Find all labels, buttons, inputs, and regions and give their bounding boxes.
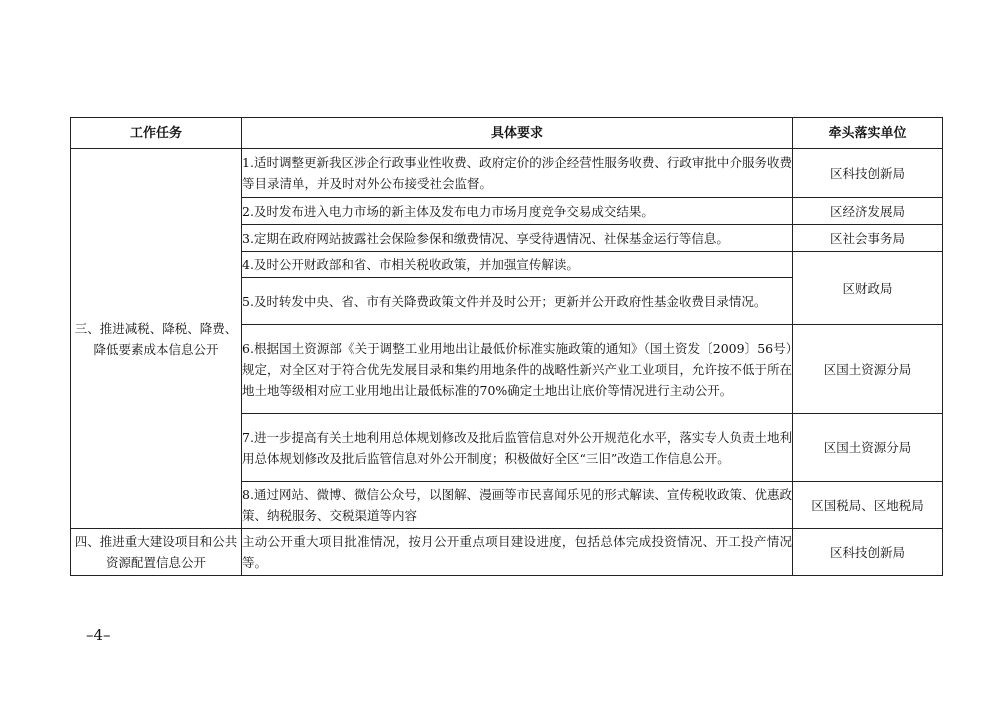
page-number: –4– [86, 626, 111, 644]
unit-cell: 区财政局 [793, 252, 943, 325]
header-unit: 牵头落实单位 [793, 118, 943, 149]
requirement-cell: 1.适时调整更新我区涉企行政事业性收费、政府定价的涉企经营性服务收费、行政审批中介服务收费等目录清单，并及时对外公布接受社会监督。 [242, 149, 793, 198]
requirement-cell: 2.及时发布进入电力市场的新主体及发布电力市场月度竞争交易成交结果。 [242, 198, 793, 225]
header-requirement: 具体要求 [242, 118, 793, 149]
unit-cell: 区国土资源分局 [793, 325, 943, 414]
unit-cell: 区科技创新局 [793, 149, 943, 198]
header-task: 工作任务 [71, 118, 242, 149]
requirement-cell: 7.进一步提高有关土地利用总体规划修改及批后监管信息对外公开规范化水平，落实专人负责土地利用总体规划修改及批后监管信息对外公开制度；积极做好全区“三旧”改造工作信息公开。 [242, 414, 793, 482]
task-cell-section3: 三、推进减税、降税、降费、降低要素成本信息公开 [71, 149, 242, 529]
unit-cell: 区国土资源分局 [793, 414, 943, 482]
header-row [71, 118, 943, 149]
unit-cell: 区社会事务局 [793, 225, 943, 252]
unit-cell: 区科技创新局 [793, 529, 943, 576]
requirement-cell: 8.通过网站、微博、微信公众号，以图解、漫画等市民喜闻乐见的形式解读、宣传税收政策、优惠政策、纳税服务、交税渠道等内容 [242, 482, 793, 529]
requirement-cell: 4.及时公开财政部和省、市相关税收政策，并加强宣传解读。 [242, 252, 793, 278]
requirements-table [70, 117, 943, 576]
unit-cell: 区国税局、区地税局 [793, 482, 943, 529]
table-row [71, 529, 943, 576]
requirement-cell: 3.定期在政府网站披露社会保险参保和缴费情况、享受待遇情况、社保基金运行等信息。 [242, 225, 793, 252]
table-row [71, 149, 943, 198]
requirement-cell: 6.根据国土资源部《关于调整工业用地出让最低价标准实施政策的通知》（国土资发〔2009〕56号）规定，对全区对于符合优先发展目录和集约用地条件的战略性新兴产业工业项目，允许按不低于所在地土地等级相对应工业用地出让最低标准的70%确定土地出让底价等情况进行主动公开。 [242, 325, 793, 414]
unit-cell: 区经济发展局 [793, 198, 943, 225]
task-cell-section4: 四、推进重大建设项目和公共资源配置信息公开 [71, 529, 242, 576]
requirement-cell: 主动公开重大项目批准情况，按月公开重点项目建设进度，包括总体完成投资情况、开工投产情况等。 [242, 529, 793, 576]
requirement-cell: 5.及时转发中央、省、市有关降费政策文件并及时公开；更新并公开政府性基金收费目录情况。 [242, 278, 793, 325]
